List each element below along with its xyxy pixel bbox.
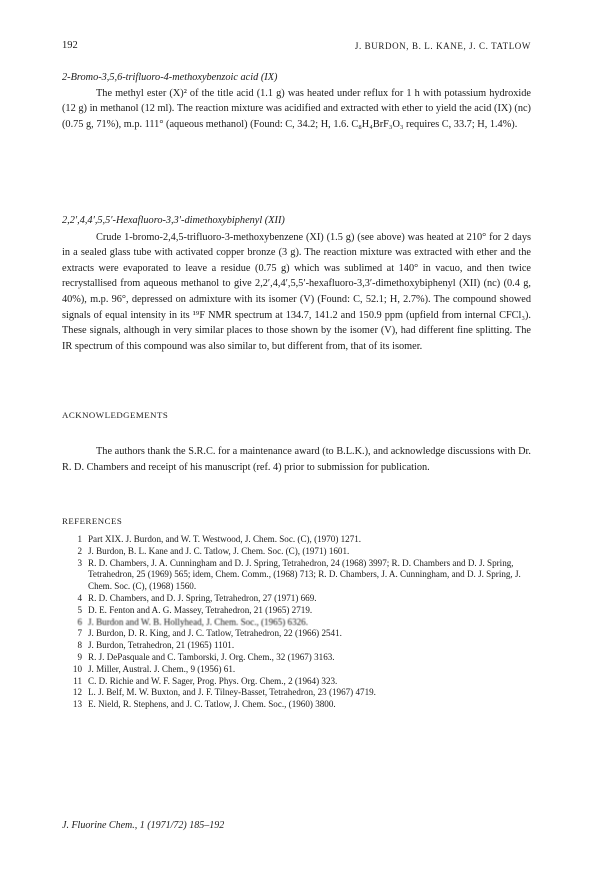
reference-text: R. J. DePasquale and C. Tamborski, J. Org. Chem., 32 (1967) 3163. [88,651,335,662]
reference-item [68,558,534,593]
reference-item [68,676,534,688]
reference-text: J. Burdon and W. B. Hollyhead, J. Chem. Soc., (1965) 6326. [88,616,309,627]
reference-number: 1 [77,534,82,544]
reference-text: Part XIX. J. Burdon, and W. T. Westwood, J. Chem. Soc. (C), (1970) 1271. [88,534,362,544]
reference-item [68,534,534,546]
reference-item [68,640,534,652]
reference-text: E. Nield, R. Stephens, and J. C. Tatlow, J. Chem. Soc., (1960) 3800. [88,699,336,710]
acknowledgements-paragraph: The authors thank the S.R.C. for a maintenance award (to B.L.K.), and acknowledge discussions with Dr. R. D. Chambers and receipt of his manuscript (ref. 4) prior to submission for publication. [62,446,531,473]
running-head-authors: J. BURDON, B. L. KANE, J. C. TATLOW [354,41,531,51]
reference-number: 13 [72,699,82,710]
section-paragraph-acid-ix: The methyl ester (X)² of the title acid (1.1 g) was heated under reflux for 1 h with potassium hydroxide (12 g) in methanol (12 ml). The reaction mixture was acidified and extracted with ether to yield the acid (IX) (nc) (0.75 g, 71%), m.p. 111° (aqueous methanol) (Found: C, 34.2; H, 1.6. C₈H₄BrF₃O₃ requires C, 33.7; H, 1.4%). [62,87,531,130]
reference-number: 9 [77,651,82,662]
section-biphenyl-xii [62,213,531,354]
reference-item [68,546,534,558]
section-acid-ix [62,70,531,132]
reference-item [68,699,534,711]
reference-text: J. Burdon, D. R. King, and J. C. Tatlow, Tetrahedron, 22 (1966) 2541. [88,628,342,639]
references-list [68,534,534,711]
reference-number: 8 [77,640,82,651]
reference-number: 4 [77,592,82,603]
section-title-acid-ix: 2-Bromo-3,5,6-trifluoro-4-methoxybenzoic acid (IX) [62,72,278,83]
journal-citation-footer: J. Fluorine Chem., 1 (1971/72) 185–192 [62,820,225,831]
reference-text: J. Burdon, B. L. Kane and J. C. Tatlow, J. Chem. Soc. (C), (1971) 1601. [88,545,350,556]
reference-number: 2 [77,545,82,556]
reference-text: J. Miller, Austral. J. Chem., 9 (1956) 61. [88,663,236,674]
reference-text: D. E. Fenton and A. G. Massey, Tetrahedron, 21 (1965) 2719. [88,604,313,615]
reference-text: L. J. Belf, M. W. Buxton, and J. F. Tilney-Basset, Tetrahedron, 23 (1967) 4719. [88,687,376,698]
section-paragraph-biphenyl-xii: Crude 1-bromo-2,4,5-trifluoro-3-methoxybenzene (XI) (1.5 g) (see above) was heated at 210° for 2 days in a sealed glass tube with activated copper bronze (3 g). The reaction mixture was extracted with ether and the extracts were evaporated to leave a residue (0.75 g) which was sublimed at 140° in vacuo, and then twice recrystallised from aqueous methanol to give 2,2′,4,4′,5,5′-hexafluoro-3,3′-dimethoxybiphenyl (XII) (nc) (0.4 g, 40%), m.p. 96°, depressed on admixture with its isomer (V) (Found: C, 52.1; H, 2.7%). The compound showed signals of equal intensity in its ¹⁹F NMR spectrum at 134.7, 141.2 and 150.9 ppm (upfield from internal CFCl₃). These signals, although in very similar places to those shown by the isomer (V), had different fine splitting. The IR spectrum of this compound was also similar to, but different from, that of its isomer. [62,231,531,352]
reference-item [68,605,534,617]
page-number: 192 [62,40,78,51]
reference-item [68,628,534,640]
running-head [62,39,531,53]
section-title-biphenyl-xii: 2,2′,4,4′,5,5′-Hexafluoro-3,3′-dimethoxybiphenyl (XII) [62,215,285,226]
reference-number: 11 [73,675,82,686]
reference-item [68,652,534,664]
acknowledgements-heading: ACKNOWLEDGEMENTS [62,410,169,420]
reference-item [68,593,534,605]
reference-item [68,617,534,629]
reference-text: J. Burdon, Tetrahedron, 21 (1965) 1101. [88,640,235,651]
reference-number: 12 [72,687,82,698]
reference-number: 7 [77,628,82,639]
reference-item [68,687,534,699]
reference-text: C. D. Richie and W. F. Sager, Prog. Phys. Org. Chem., 2 (1964) 323. [88,675,338,686]
reference-text: R. D. Chambers, J. A. Cunningham and D. J. Spring, Tetrahedron, 24 (1968) 3997; R. D. Chambers and D. J. Spring, Tetrahedron, 25 (1969) 565; idem, Chem. Comm., (1968) 713; R. D. Chambers, J. A. Cunningham, and D. J. Spring, J. Chem. Soc. (C), (1968) 1560. [88,557,521,592]
references-heading: REFERENCES [62,516,123,526]
reference-item [68,664,534,676]
reference-text: R. D. Chambers, and D. J. Spring, Tetrahedron, 27 (1971) 669. [88,592,317,603]
reference-number: 5 [77,604,82,615]
reference-number: 6 [77,616,82,627]
reference-number: 3 [77,557,82,568]
reference-number: 10 [72,663,82,674]
